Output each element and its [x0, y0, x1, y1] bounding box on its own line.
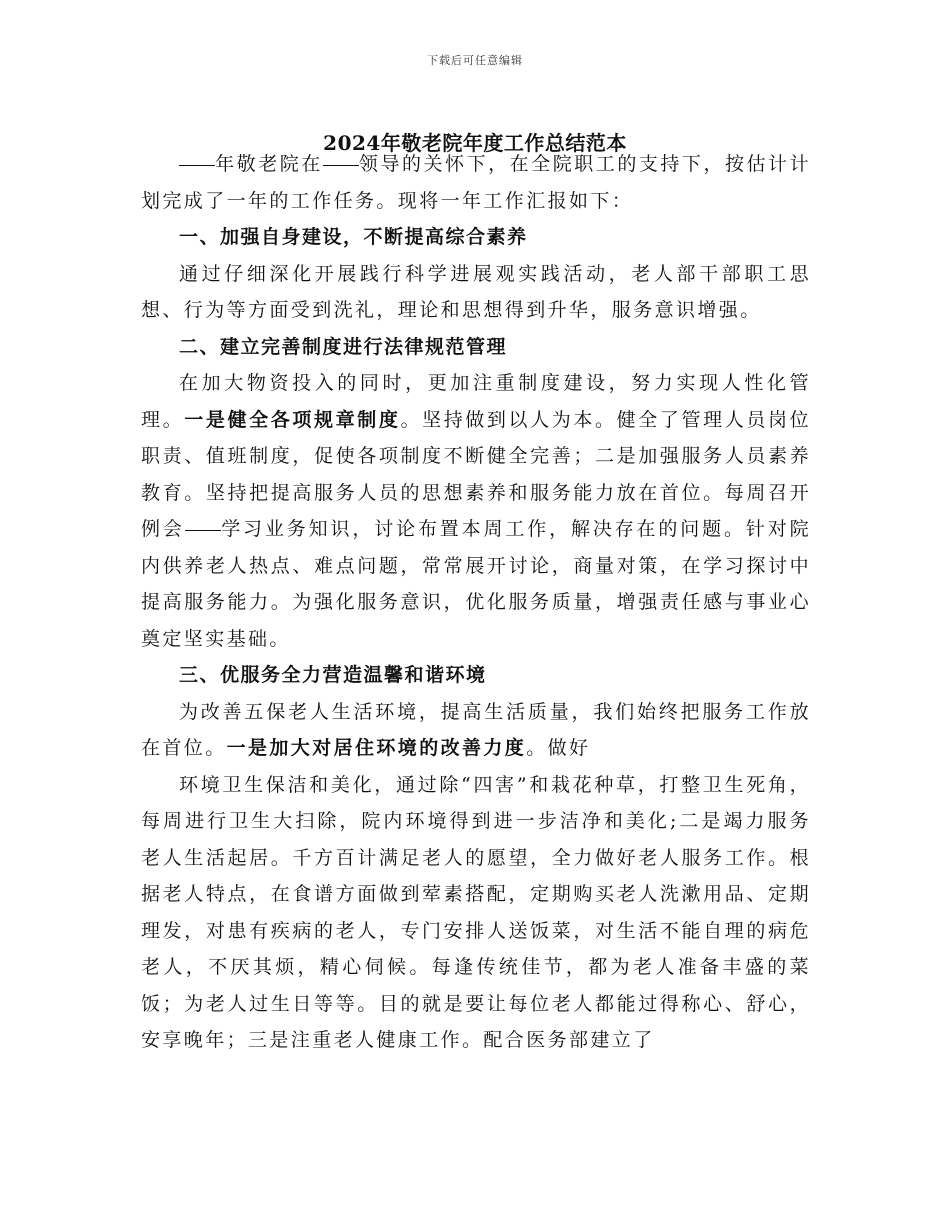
intro-text-2: 领导的关怀下，在全院职工的支持下，按估计计划完成了一年的工作任务。现将一年工作汇报如下： [141, 153, 811, 212]
section-1-paragraph: 通过仔细深化开展践行科学进展观实践活动，老人部干部职工思想、行为等方面受到洗礼，理论和思想得到升华，服务意识增强。 [141, 262, 811, 321]
blank-line [185, 529, 221, 531]
section-3-paragraph-1 [141, 694, 811, 767]
intro-text-1: 年敬老院在 [215, 153, 323, 175]
section-2-text-mid: 。坚持做到以人为本。健全了管理人员岗位职责、值班制度，促使各项制度不断健全完善；二是加强服务人员素养教育。坚持把提高服务人员的思想素养和服务能力放在首位。每周召开例会 [141, 408, 811, 540]
intro-paragraph [141, 146, 811, 219]
section-2-text-bold: 一是健全各项规章制度 [184, 408, 401, 431]
document-title: 2024年敬老院年度工作总结范本 [323, 131, 627, 155]
page-header: 下载后可任意编辑 [427, 54, 523, 67]
section-3-paragraph-2: 环境卫生保洁和美化，通过除“四害”和栽花种草，打整卫生死角，每周进行卫生大扫除，院内环境得到进一步洁净和美化;二是竭力服务老人生活起居。千方百计满足老人的愿望，全力做好老人服务工作。根据老人特点，在食谱方面做到荤素搭配，定期购买老人洗漱用品、定期理发，对患有疾病的老人，专门安排人送饭菜，对生活不能自理的病危老人，不厌其烦，精心伺候。每逢传统佳节，都为老人准备丰盛的菜饭；为老人过生日等等。目的就是要让每位老人都能过得称心、舒心，安享晚年；三是注重老人健康工作。配合医务部建立了 [141, 773, 811, 1051]
section-3-heading: 三、优服务全力营造温馨和谐环境 [179, 664, 487, 686]
section-2-paragraph [141, 365, 811, 657]
section-3-text-lead: 为改善五保老人生活环境，提高生活质量，我们始终把服务工作放在首位。 [141, 700, 811, 759]
blank-line [179, 164, 215, 166]
section-2-text-tail: 学习业务知识，讨论布置本周工作，解决存在的问题。针对院内供养老人热点、难点问题，常常展开讨论，商量对策，在学习探讨中提高服务能力。为强化服务意识，优化服务质量，增强责任感与事业心奠定坚实基础。 [141, 518, 811, 650]
section-3-text-tail: 。做好 [526, 737, 591, 759]
section-2-heading: 二、建立完善制度进行法律规范管理 [179, 335, 508, 358]
section-2-text-lead: 在加大物资投入的同时，更加注重制度建设，努力实现人性化管理。 [141, 372, 811, 431]
blank-line [323, 164, 359, 166]
document-body [141, 146, 811, 1059]
section-1-heading: 一、加强自身建设，不断提高综合素养 [179, 226, 528, 248]
section-3-text-bold: 一是加大对居住环境的改善力度 [226, 737, 527, 759]
